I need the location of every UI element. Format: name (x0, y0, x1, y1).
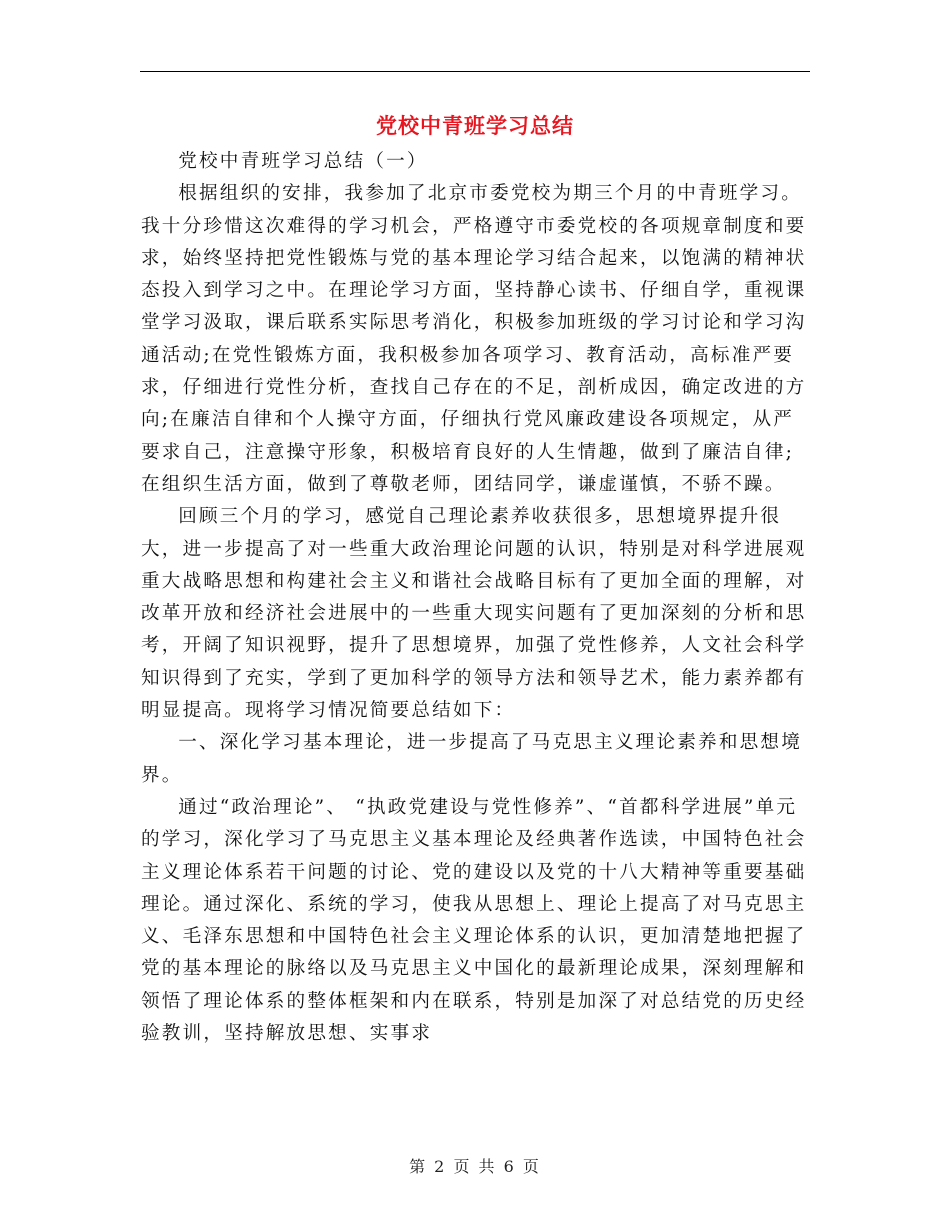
header-rule (140, 71, 810, 72)
document-title: 党校中青班学习总结 (376, 113, 574, 138)
document-body (141, 146, 813, 1050)
paragraph: 回顾三个月的学习，感觉自己理论素养收获很多，思想境界提升很大，进一步提高了对一些重大政治理论问题的认识，特别是对科学进展观重大战略思想和构建社会主义和谐社会战略目标有了更加全面的理解，对改革开放和经济社会进展中的一些重大现实问题有了更加深刻的分析和思考，开阔了知识视野，提升了思想境界，加强了党性修养，人文社会科学知识得到了充实，学到了更加科学的领导方法和领导艺术，能力素养都有明显提高。现将学习情况简要总结如下： (141, 506, 807, 722)
section-heading: 党校中青班学习总结（一） (178, 151, 428, 172)
paragraph: 根据组织的安排，我参加了北京市委党校为期三个月的中青班学习。我十分珍惜这次难得的学习机会，严格遵守市委党校的各项规章制度和要求，始终坚持把党性锻炼与党的基本理论学习结合起来，以饱满的精神状态投入到学习之中。在理论学习方面，坚持静心读书、仔细自学，重视课堂学习汲取，课后联系实际思考消化，积极参加班级的学习讨论和学习沟通活动;在党性锻炼方面，我积极参加各项学习、教育活动，高标准严要求，仔细进行党性分析，查找自己存在的不足，剖析成因，确定改进的方向;在廉洁自律和个人操守方面，仔细执行党风廉政建设各项规定，从严要求自己，注意操守形象，积极培育良好的人生情趣，做到了廉洁自律;在组织生活方面，做到了尊敬老师，团结同学，谦虚谨慎，不骄不躁。 (141, 183, 807, 495)
paragraph: 通过“政治理论”、 “执政党建设与党性修养”、“首都科学进展”单元的学习，深化学习了马克思主义基本理论及经典著作选读，中国特色社会主义理论体系若干问题的讨论、党的建设以及党的十八大精神等重要基础理论。通过深化、系统的学习，使我从思想上、理论上提高了对马克思主义、毛泽东思想和中国特色社会主义理论体系的认识，更加清楚地把握了党的基本理论的脉络以及马克思主义中国化的最新理论成果，深刻理解和领悟了理论体系的整体框架和内在联系，特别是加深了对总结党的历史经验教训，坚持解放思想、实事求 (141, 796, 807, 1045)
paragraph: 一、深化学习基本理论，进一步提高了马克思主义理论素养和思想境界。 (141, 732, 803, 786)
page-number: 第 2 页 共 6 页 (409, 1157, 541, 1176)
